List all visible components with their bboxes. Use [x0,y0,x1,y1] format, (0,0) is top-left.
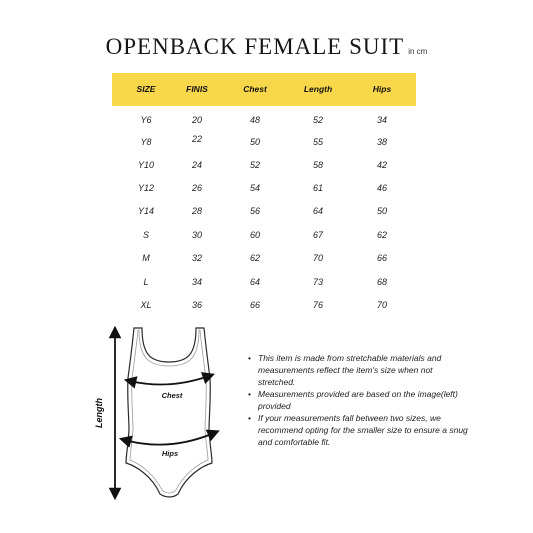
cell-hips: 70 [376,300,387,310]
table-row [0,228,533,242]
cell-size: S [142,230,149,240]
table-row [0,251,533,265]
cell-finis: 22 [191,134,202,144]
hips-arrow [125,433,214,445]
note-item: • If your measurements fall between two sizes, we recommend opting for the smaller size to ensure a snug and comfortable fit. [248,412,468,448]
header-finis: FINIS [186,84,208,94]
cell-length: 52 [312,115,323,125]
notes-list [248,352,468,448]
cell-hips: 62 [376,230,387,240]
cell-hips: 38 [376,137,387,147]
note-item: • This item is made from stretchable materials and measurements reflect the item's size when not stretched. [248,352,468,388]
cell-chest: 54 [249,183,260,193]
cell-finis: 30 [191,230,202,240]
cell-chest: 64 [249,277,260,287]
cell-length: 55 [312,137,323,147]
header-size: SIZE [136,84,156,94]
swimsuit-trim [130,330,208,493]
unit-label: in cm [408,47,428,56]
cell-finis: 24 [191,160,202,170]
cell-hips: 42 [376,160,387,170]
header-length: Length [303,84,333,94]
cell-finis: 28 [191,206,202,216]
table-row [0,204,533,218]
header-chest: Chest [243,84,267,94]
cell-chest: 56 [249,206,260,216]
hips-label: Hips [161,449,179,458]
length-label: Length [94,398,104,428]
table-row [0,298,533,312]
table-row [0,158,533,172]
cell-chest: 52 [249,160,260,170]
cell-size: Y12 [137,183,154,193]
cell-size: M [142,253,150,263]
cell-size: Y14 [137,206,154,216]
cell-length: 58 [312,160,323,170]
note-item: • Measurements provided are based on the image(left) provided [248,388,468,412]
cell-size: Y8 [140,137,152,147]
cell-hips: 66 [376,253,387,263]
chest-label: Chest [161,391,183,400]
cell-chest: 48 [249,115,260,125]
header-hips: Hips [372,84,392,94]
swimsuit-diagram [90,318,230,508]
cell-size: L [143,277,149,287]
cell-hips: 68 [376,277,387,287]
cell-finis: 34 [191,277,202,287]
cell-hips: 50 [376,206,387,216]
cell-hips: 34 [376,115,387,125]
cell-size: Y10 [137,160,154,170]
title-block [0,34,533,60]
cell-chest: 62 [249,253,260,263]
cell-length: 73 [312,277,323,287]
cell-length: 61 [312,183,323,193]
table-row [0,113,533,127]
page-title: OPENBACK FEMALE SUIT [105,34,405,59]
cell-length: 76 [312,300,323,310]
cell-size: Y6 [140,115,152,125]
cell-chest: 60 [249,230,260,240]
table-row [0,181,533,195]
table-row [0,275,533,289]
cell-finis: 20 [191,115,202,125]
cell-chest: 66 [249,300,260,310]
cell-finis: 36 [191,300,202,310]
cell-length: 67 [312,230,323,240]
table-header [112,73,416,106]
cell-length: 70 [312,253,323,263]
chest-arrow [130,376,209,385]
cell-finis: 26 [191,183,202,193]
cell-chest: 50 [249,137,260,147]
swimsuit-outline [126,328,212,497]
cell-finis: 32 [191,253,202,263]
table-row [0,135,533,149]
cell-length: 64 [312,206,323,216]
cell-hips: 46 [376,183,387,193]
cell-size: XL [140,300,152,310]
